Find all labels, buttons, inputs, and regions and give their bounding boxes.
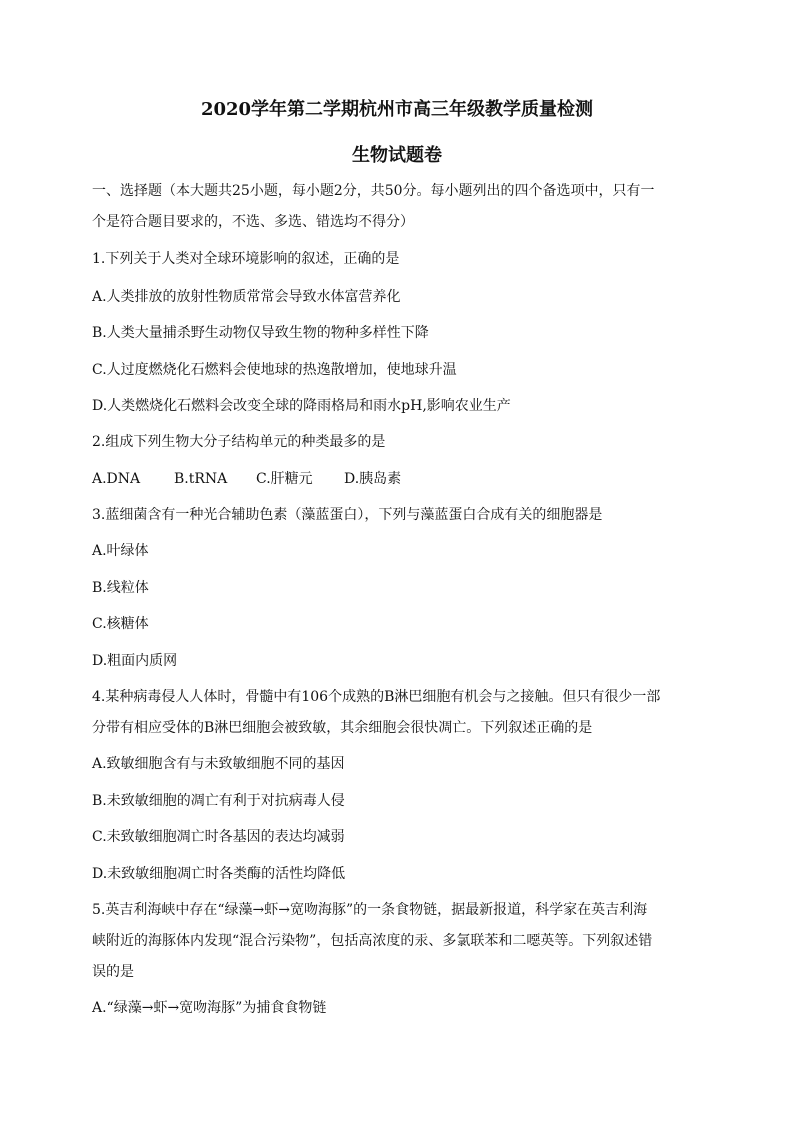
q4-option-a: A.致敏细胞含有与未致敏细胞不同的基因	[92, 756, 345, 772]
q5-stem-line2: 峡附近的海豚体内发现“混合污染物”，包括高浓度的汞、多氯联苯和二噁英等。下列叙述错	[92, 933, 653, 949]
q1-option-d: D.人类燃烧化石燃料会改变全球的降雨格局和雨水pH,影响农业生产	[92, 398, 511, 414]
q3-option-a: A.叶绿体	[92, 543, 149, 559]
q4-option-d: D.未致敏细胞凋亡时各类酶的活性均降低	[92, 866, 346, 882]
exam-title: 2020学年第二学期杭州市高三年级教学质量检测	[200, 99, 594, 120]
q4-option-b: B.未致敏细胞的凋亡有利于对抗病毒人侵	[92, 793, 345, 809]
q2-option-a: A.DNA	[92, 471, 141, 487]
q5-stem-line1: 5.英吉利海峡中存在“绿藻→虾→宽吻海豚”的一条食物链，据最新报道，科学家在英吉利海	[92, 902, 648, 918]
q4-stem-line1: 4.某种病毒侵人人体时，骨髓中有106个成熟的B淋巴细胞有机会与之接触。但只有很少一部	[92, 689, 661, 705]
q2-option-c: C.肝糖元	[256, 471, 313, 487]
q1-stem: 1.下列关于人类对全球环境影响的叙述，正确的是	[92, 251, 400, 267]
q2-stem: 2.组成下列生物大分子结构单元的种类最多的是	[92, 434, 386, 450]
q3-option-c: C.核糖体	[92, 616, 149, 632]
q2-options	[92, 469, 401, 489]
section-heading-line2: 个是符合题目要求的，不选、多选、错选均不得分）	[92, 214, 414, 230]
q1-option-a: A.人类排放的放射性物质常常会导致水体富营养化	[92, 289, 401, 305]
q1-option-c: C.人过度燃烧化石燃料会使地球的热逸散增加，使地球升温	[92, 362, 457, 378]
section-heading-line1: 一、选择题（本大题共25小题，每小题2分，共50分。每小题列出的四个备选项中，只有一	[92, 183, 655, 199]
q5-stem-line3: 误的是	[92, 964, 134, 980]
q3-option-d: D.粗面内质网	[92, 653, 178, 669]
q2-option-b: B.tRNA	[174, 471, 228, 487]
q1-option-b: B.人类大量捕杀野生动物仅导致生物的物种多样性下降	[92, 325, 429, 341]
q4-option-c: C.未致敏细胞凋亡时各基因的表达均减弱	[92, 829, 345, 845]
q2-option-d: D.胰岛素	[344, 471, 402, 487]
q3-stem: 3.蓝细菌含有一种光合辅助色素（藻蓝蛋白），下列与藻蓝蛋白合成有关的细胞器是	[92, 507, 603, 523]
q3-option-b: B.线粒体	[92, 580, 149, 596]
exam-subtitle: 生物试题卷	[352, 145, 442, 166]
q4-stem-line2: 分带有相应受体的B淋巴细胞会被致敏，其余细胞会很快凋亡。下列叙述正确的是	[92, 720, 593, 736]
q5-option-a: A.“绿藻→虾→宽吻海豚”为捕食食物链	[92, 1000, 327, 1016]
